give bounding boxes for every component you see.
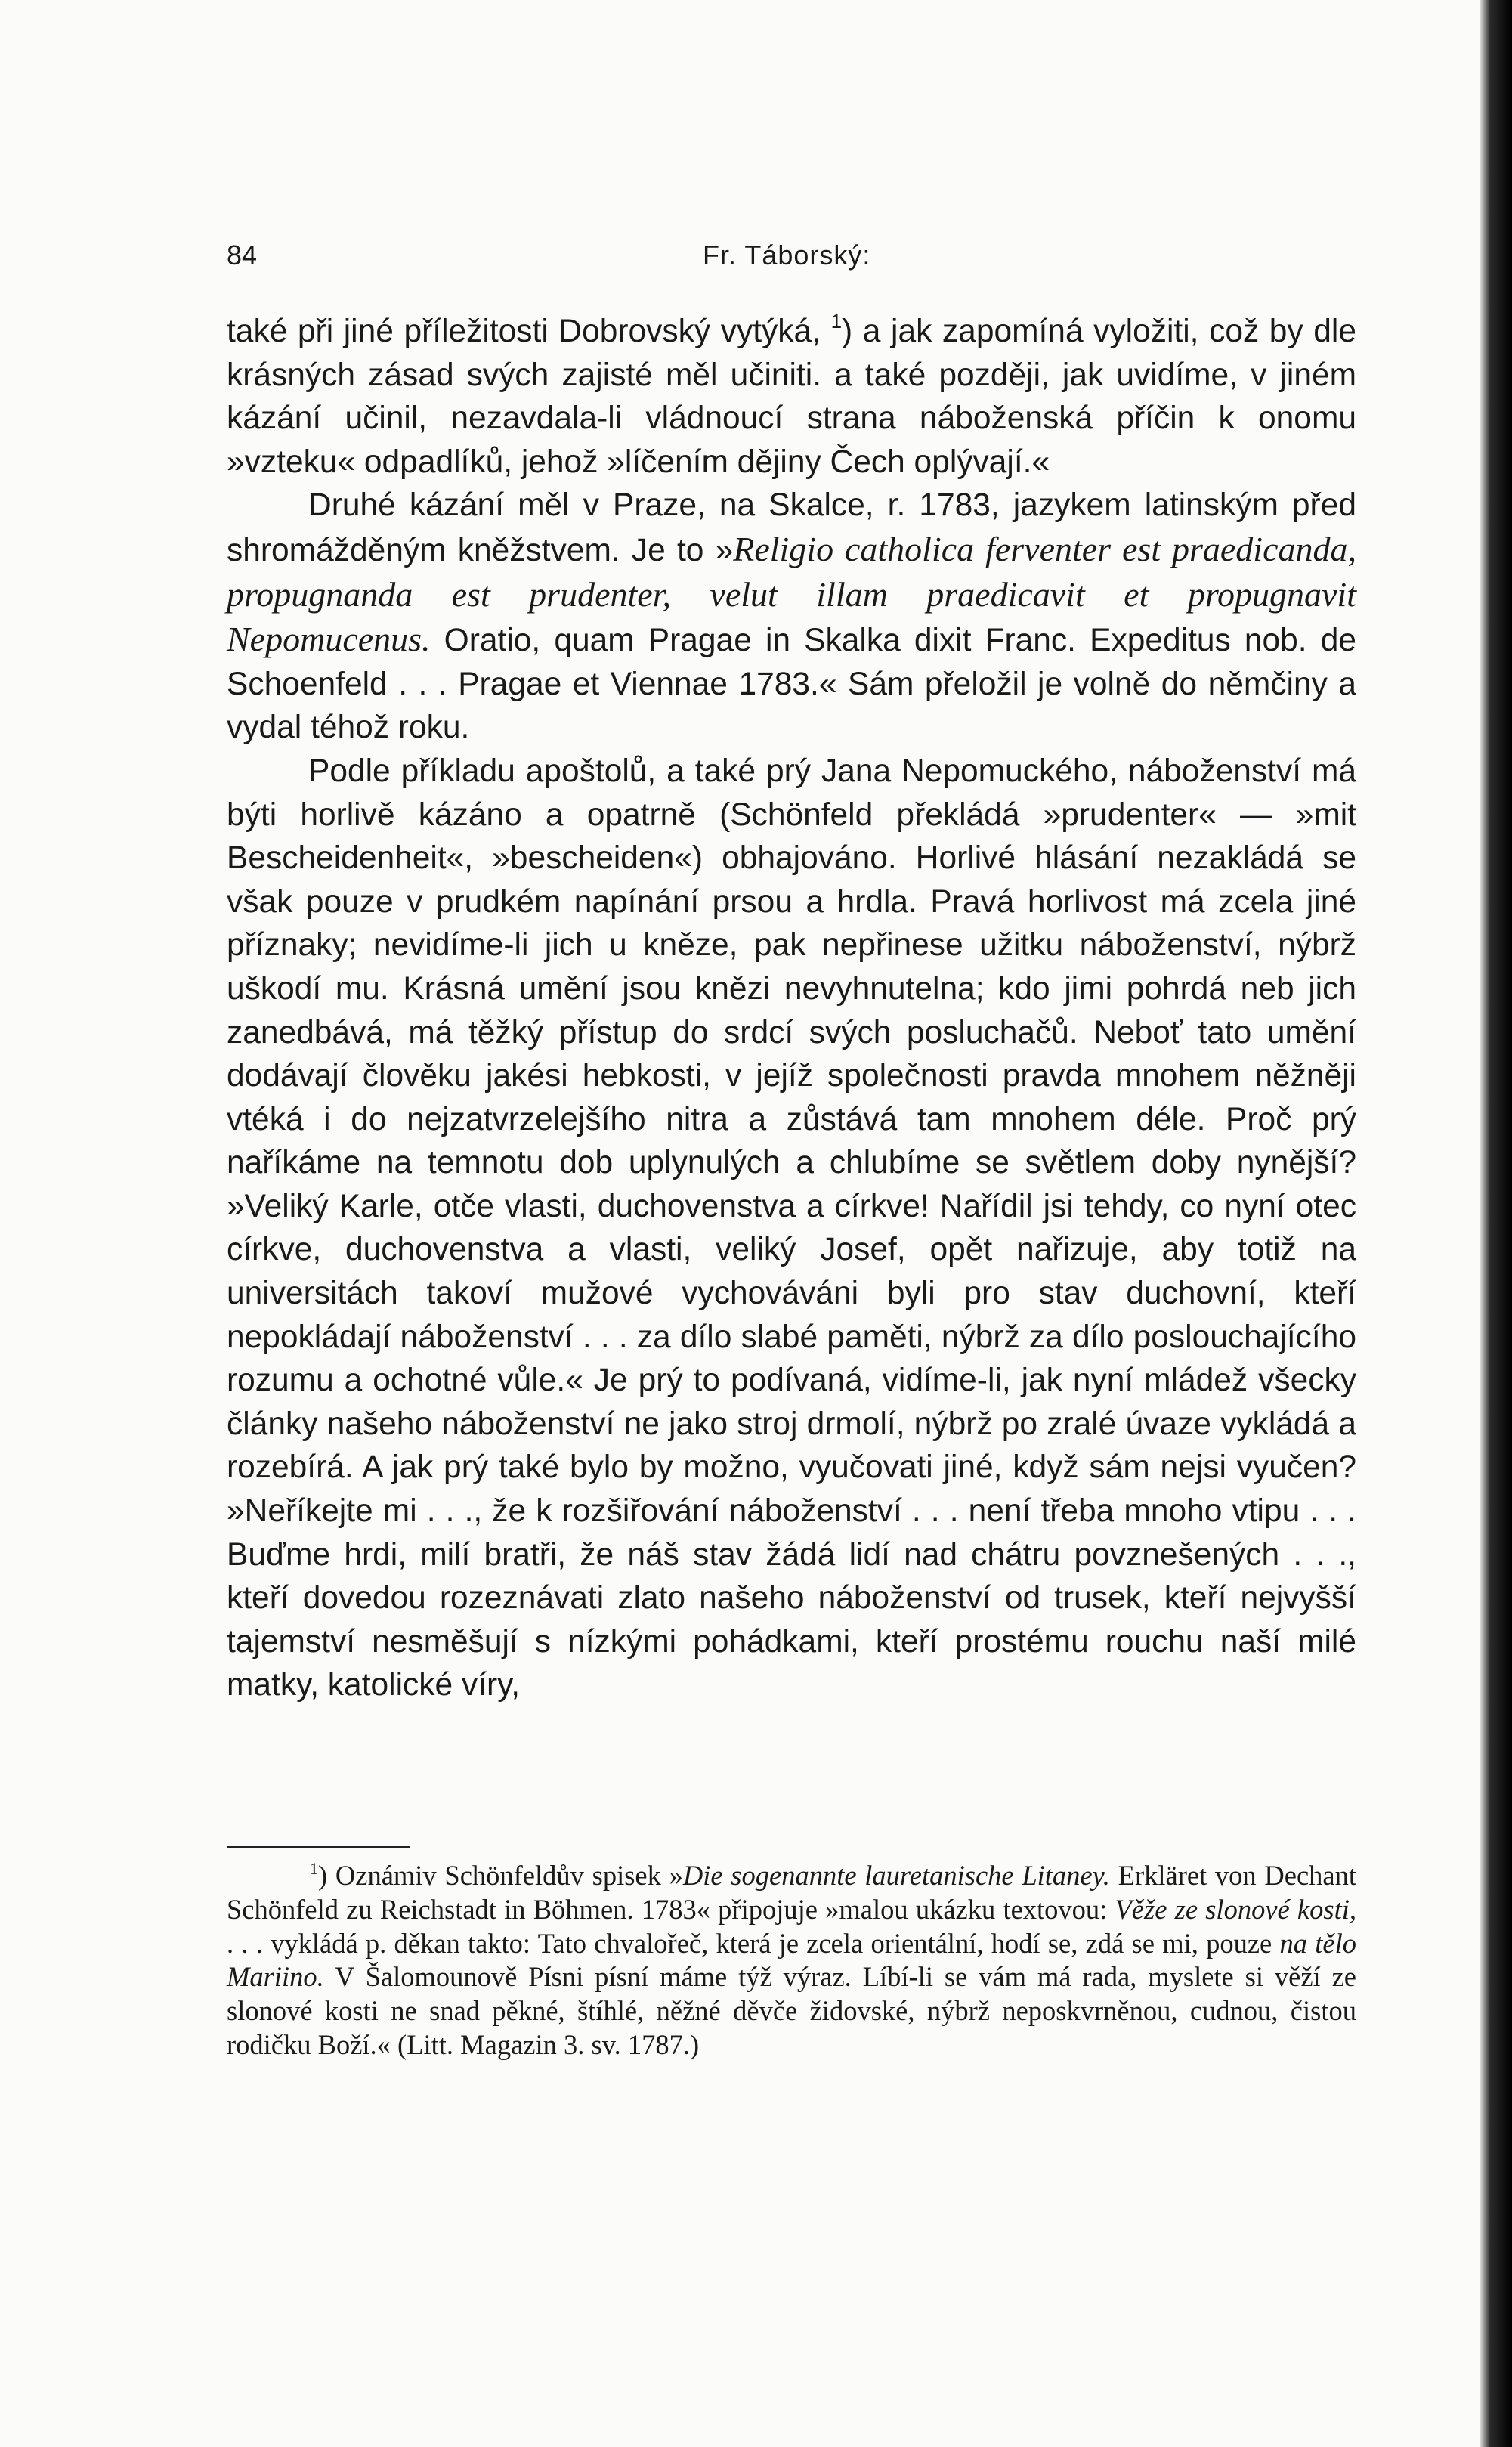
footnote-text-d: V Šalomounově Písni písní máme týž výraz. Líbí-li se vám má rada, myslete si věží ze slonové kosti ne snad pěkné, štíhlé, něžné děvče židovské, nýbrž neposkvrněnou, cudnou, čistou rodičku Boží.« (Litt. Magazin 3. sv. 1787.) — [227, 1961, 1356, 2060]
footnotes — [227, 1859, 1356, 2062]
latin-title: Religio catholica ferventer est praedicanda, propugnanda est prudenter, velut illam praedicavit et propugnavit Nepomucenus. — [227, 529, 1356, 659]
footnote-book-title: Die sogenannte lauretanische Litaney. — [682, 1860, 1110, 1891]
footnote-text-a: ) Oznámiv Schönfeldův spisek » — [318, 1860, 683, 1891]
footnote-emphasis: na tělo Mariino. — [227, 1927, 1356, 1993]
paragraph-2-text-b: Oratio, quam Pragae in Skalka dixit Franc. Expeditus nob. de Schoenfeld . . . Pragae et Viennae 1783.« Sám přeložil je volně do němčiny a vydal téhož roku. — [227, 623, 1356, 746]
footnote-rule — [227, 1846, 410, 1848]
paragraph-2-text-a: Druhé kázání měl v Praze, na Skalce, r. 1783, jazykem latinským před shromážděným kněžstvem. Je to » — [227, 487, 1356, 568]
footnote-text-c: . . . vykládá p. děkan takto: Tato chvalořeč, která je zcela orientální, hodí se, zdá se mi, pouze — [227, 1927, 1280, 1959]
running-head: Fr. Táborský: — [703, 240, 871, 271]
paragraph-3: Podle příkladu apoštolů, a také prý Jana Nepomuckého, náboženství má býti horlivě kázáno a opatrně (Schönfeld překládá »prudenter« — »mit Bescheidenheit«, »bescheiden«) obhajováno. Horlivé hlásání nezakládá se však pouze v prudkém napínání prsou a hrdla. Pravá horlivost má zcela jiné příznaky; nevidíme-li jich u kněze, pak nepřinese užitku náboženství, nýbrž uškodí mu. Krásná umění jsou knězi nevyhnutelna; kdo jimi pohrdá neb jich zanedbává, má těžký přístup do srdcí svých posluchačů. Neboť tato umění dodávají člověku jakési hebkosti, v jejíž společnosti pravda mnohem něžněji vtéká i do nejzatvrzelejšího nitra a zůstává tam mnohem déle. Proč prý naříkáme na temnotu dob uplynulých a chlubíme se světlem doby nynější? »Veliký Karle, otče vlasti, duchovenstva a církve! Nařídil jsi tehdy, co nyní otec církve, duchovenstva a vlasti, veliký Josef, opět nařizuje, aby totiž na universitách takoví mužové vychováváni byli pro stav duchovní, kteří nepokládají náboženství . . . za dílo slabé paměti, nýbrž za dílo poslouchajícího rozumu a ochotné vůle.« Je prý to podívaná, vidíme-li, jak nyní mládež všecky články našeho náboženství ne jako stroj drmolí, nýbrž po zralé úvaze vykládá a rozebírá. A jak prý také bylo by možno, vyučovati jiné, když sám nejsi vyučen? »Neříkejte mi . . ., že k rozšiřování náboženství . . . není třeba mnoho vtipu . . . Buďme hrdi, milí bratři, že náš stav žádá lidí nad chátru povznešených . . ., kteří dovedou rozeznávati zlato našeho náboženství od trusek, kteří nejvyšší tajemství nesměšují s nízkými pohádkami, kteří prostému rouchu naší milé matky, katolické víry, — [227, 753, 1356, 1703]
paragraph-2 — [227, 484, 1356, 750]
page-header — [227, 233, 1360, 278]
footnote-1 — [227, 1859, 1356, 2062]
footnote-quote: Věže ze slonové kosti, — [1115, 1893, 1356, 1925]
main-text — [227, 310, 1356, 1707]
page-number: 84 — [227, 240, 258, 271]
paragraph-1-text-a: také při jiné příležitosti Dobrovský vytýká, — [227, 314, 821, 349]
footnote-text-b: Erkläret von Dechant Schönfeld zu Reichstadt in Böhmen. 1783« připojuje »malou ukázku textovou: — [227, 1860, 1356, 1925]
paragraph-1-text-b: ) a jak zapomíná vyložiti, což by dle krásných zásad svých zajisté měl učiniti. a také později, jak uvidíme, v jiném kázání učinil, nezavdala-li vládnoucí strana náboženská příčin k onomu »vzteku« odpadlíků, jehož »líčením dějiny Čech oplývají.« — [227, 314, 1356, 480]
footnote-reference: 1 — [830, 310, 843, 333]
footnote-marker: 1 — [310, 1859, 318, 1878]
paragraph-1 — [227, 310, 1356, 484]
scan-edge-shadow — [1480, 0, 1512, 2447]
